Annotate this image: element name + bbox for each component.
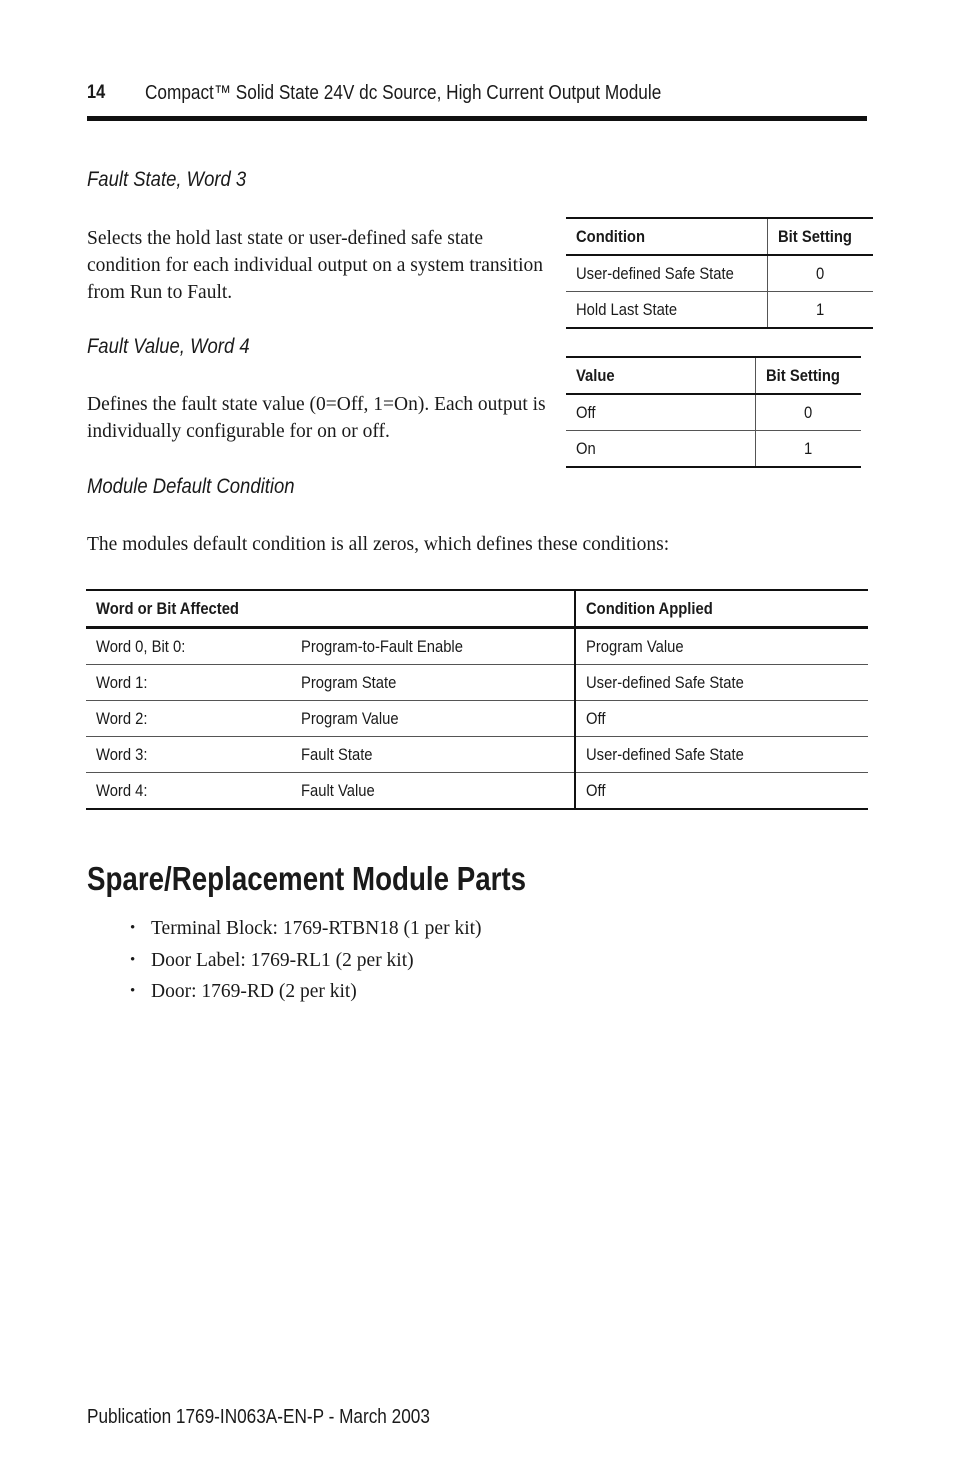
column-header-bit-setting: Bit Setting — [756, 357, 862, 394]
table-header-row — [86, 590, 868, 628]
table-cell: 0 — [756, 394, 862, 431]
list-item: • Terminal Block: 1769-RTBN18 (1 per kit) — [130, 913, 482, 945]
list-item: • Door: 1769-RD (2 per kit) — [130, 976, 482, 1008]
table-cell: Off — [575, 773, 868, 810]
table-row — [86, 628, 868, 665]
fault-state-description: Selects the hold last state or user-defined safe state condition for each individual output on a system transition from Run to Fault. — [87, 228, 544, 303]
table-cell: User-defined Safe State — [566, 255, 768, 292]
table-cell: 1 — [768, 292, 874, 329]
list-item: • Door Label: 1769-RL1 (2 per kit) — [130, 945, 482, 977]
running-header-title: Compact™ Solid State 24V dc Source, High Current Output Module — [145, 82, 662, 104]
table-cell: Program Value — [291, 701, 575, 737]
column-header-word-or-bit: Word or Bit Affected — [86, 590, 575, 628]
table-header-row — [566, 357, 861, 394]
table-cell: Fault Value — [291, 773, 575, 810]
fault-value-heading: Fault Value, Word 4 — [87, 335, 250, 358]
table-cell: Off — [566, 394, 756, 431]
page-header — [87, 82, 867, 122]
parts-list — [130, 913, 482, 1008]
column-header-value: Value — [566, 357, 756, 394]
module-default-description: The modules default condition is all zeros, which defines these conditions: — [87, 534, 670, 555]
header-rule — [87, 116, 867, 121]
fault-value-table — [566, 356, 861, 468]
table-cell: Fault State — [291, 737, 575, 773]
fault-value-description: Defines the fault state value (0=Off, 1=On). Each output is individually configurable for on or off. — [87, 394, 546, 442]
table-row — [86, 701, 868, 737]
table-cell: Word 1: — [86, 665, 291, 701]
table-cell: User-defined Safe State — [575, 665, 868, 701]
table-cell: Program Value — [575, 628, 868, 665]
column-header-bit-setting: Bit Setting — [768, 218, 874, 255]
table-header-row — [566, 218, 873, 255]
table-row — [566, 431, 861, 468]
table-row — [566, 255, 873, 292]
table-cell: Program-to-Fault Enable — [291, 628, 575, 665]
table-cell: Off — [575, 701, 868, 737]
publication-footer: Publication 1769-IN063A-EN-P - March 2003 — [87, 1406, 430, 1428]
section-title: Spare/Replacement Module Parts — [87, 860, 527, 897]
fault-state-table — [566, 217, 873, 329]
table-cell: Word 3: — [86, 737, 291, 773]
page-number: 14 — [87, 82, 106, 103]
table-cell: User-defined Safe State — [575, 737, 868, 773]
table-cell: Hold Last State — [566, 292, 768, 329]
table-row — [86, 737, 868, 773]
table-cell: 0 — [768, 255, 874, 292]
table-row — [86, 665, 868, 701]
table-cell: 1 — [756, 431, 862, 468]
table-cell: On — [566, 431, 756, 468]
table-row — [86, 773, 868, 810]
column-header-condition-applied: Condition Applied — [575, 590, 868, 628]
column-header-condition: Condition — [566, 218, 768, 255]
module-default-table — [86, 589, 868, 810]
table-cell: Program State — [291, 665, 575, 701]
table-cell: Word 4: — [86, 773, 291, 810]
table-cell: Word 0, Bit 0: — [86, 628, 291, 665]
module-default-heading: Module Default Condition — [87, 475, 295, 498]
fault-state-heading: Fault State, Word 3 — [87, 168, 247, 191]
table-row — [566, 292, 873, 329]
table-row — [566, 394, 861, 431]
table-cell: Word 2: — [86, 701, 291, 737]
